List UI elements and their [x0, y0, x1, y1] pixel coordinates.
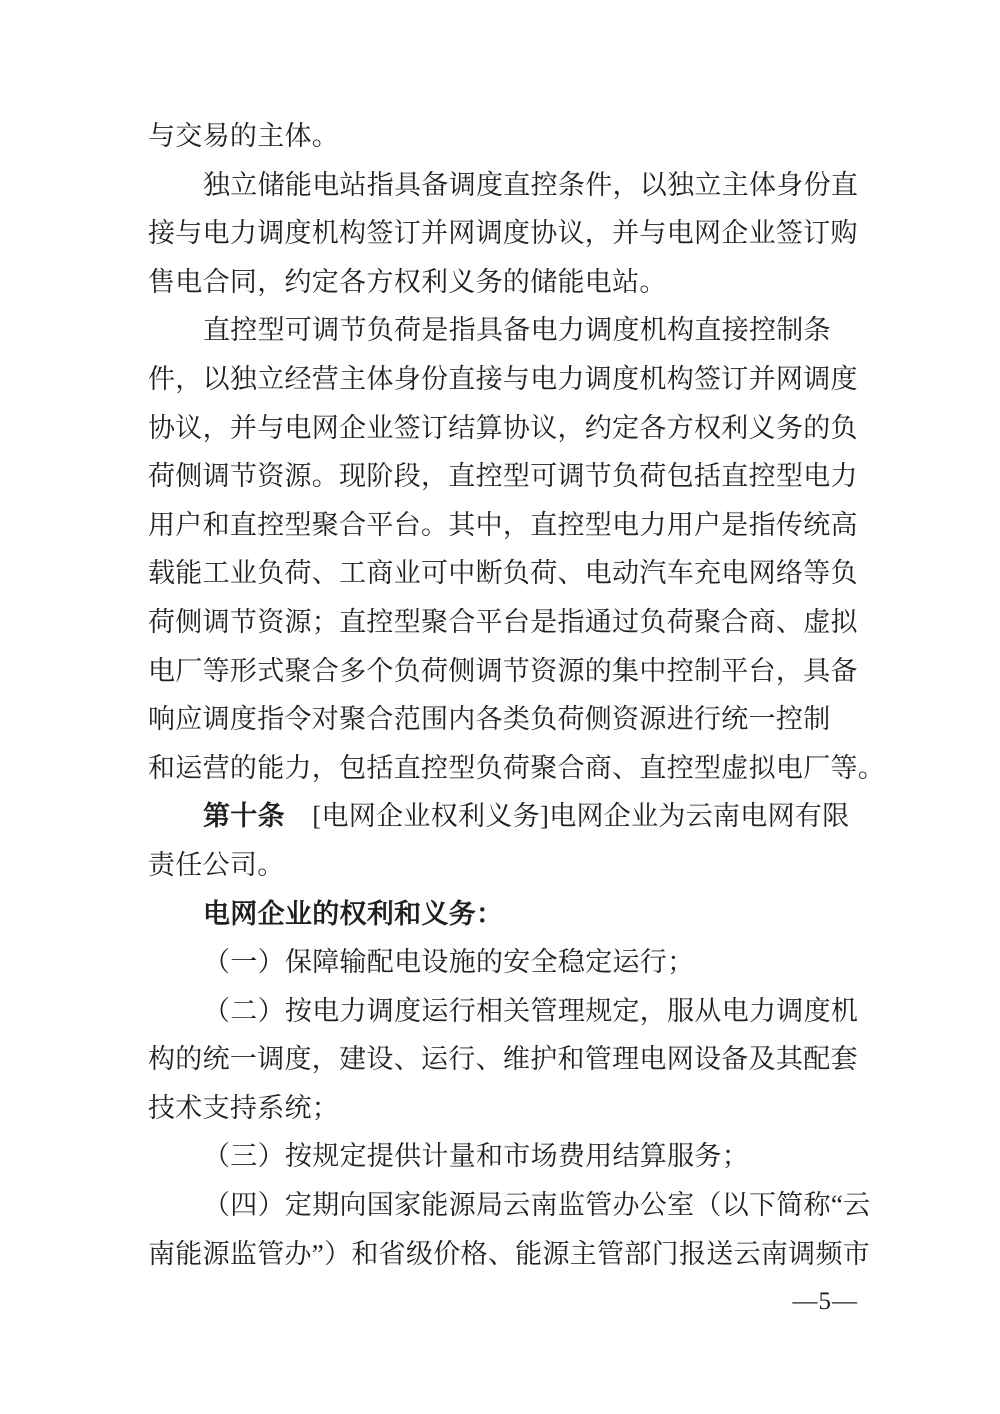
section-heading-line [148, 890, 864, 939]
list-item-line: （四）定期向国家能源局云南监管办公室（以下简称“云 [203, 1190, 871, 1221]
text-line: 用户和直控型聚合平台。其中，直控型电力用户是指传统高 [148, 509, 858, 540]
page-number: —5— [792, 1288, 858, 1315]
text-line: 构的统一调度，建设、运行、维护和管理电网设备及其配套 [148, 1044, 858, 1075]
text-line: 电厂等形式聚合多个负荷侧调节资源的集中控制平台，具备 [148, 655, 858, 686]
text-line: 与交易的主体。 [148, 121, 340, 151]
text-line: 载能工业负荷、工商业可中断负荷、电动汽车充电网络等负 [148, 558, 858, 589]
article-number-bold: 第十条 [203, 801, 285, 832]
text-line: 件，以独立经营主体身份直接与电力调度机构签订并网调度 [148, 363, 858, 394]
document-body [148, 112, 886, 1278]
text-line: 售电合同，约定各方权利义务的储能电站。 [148, 266, 667, 297]
list-item-line: （二）按电力调度运行相关管理规定，服从电力调度机 [203, 995, 859, 1026]
text-line: 南能源监管办”）和省级价格、能源主管部门报送云南调频市 [148, 1238, 871, 1269]
text-line: 直控型可调节负荷是指具备电力调度机构直接控制条 [203, 315, 831, 346]
list-item-line: （三）按规定提供计量和市场费用结算服务； [203, 1141, 749, 1172]
text-line: 技术支持系统； [148, 1092, 340, 1123]
text-line: 接与电力调度机构签订并网调度协议，并与电网企业签订购 [148, 218, 858, 249]
text-line: 响应调度指令对聚合范围内各类负荷侧资源进行统一控制 [148, 704, 831, 735]
article-10-heading-line: 第十条 [电网企业权利义务]电网企业为云南电网有限 [203, 801, 850, 832]
text-line: 责任公司。 [148, 849, 285, 880]
text-line: 独立储能电站指具备调度直控条件，以独立主体身份直 [203, 169, 859, 200]
text-line: 和运营的能力，包括直控型负荷聚合商、直控型虚拟电厂等。 [148, 752, 886, 783]
text-line: 荷侧调节资源；直控型聚合平台是指通过负荷聚合商、虚拟 [148, 606, 858, 637]
text-line: 协议，并与电网企业签订结算协议，约定各方权利义务的负 [148, 412, 858, 443]
section-heading-bold: 电网企业的权利和义务： [203, 898, 504, 929]
text-line: 荷侧调节资源。现阶段，直控型可调节负荷包括直控型电力 [148, 461, 858, 492]
list-item-line: （一）保障输配电设施的安全稳定运行； [203, 947, 695, 978]
